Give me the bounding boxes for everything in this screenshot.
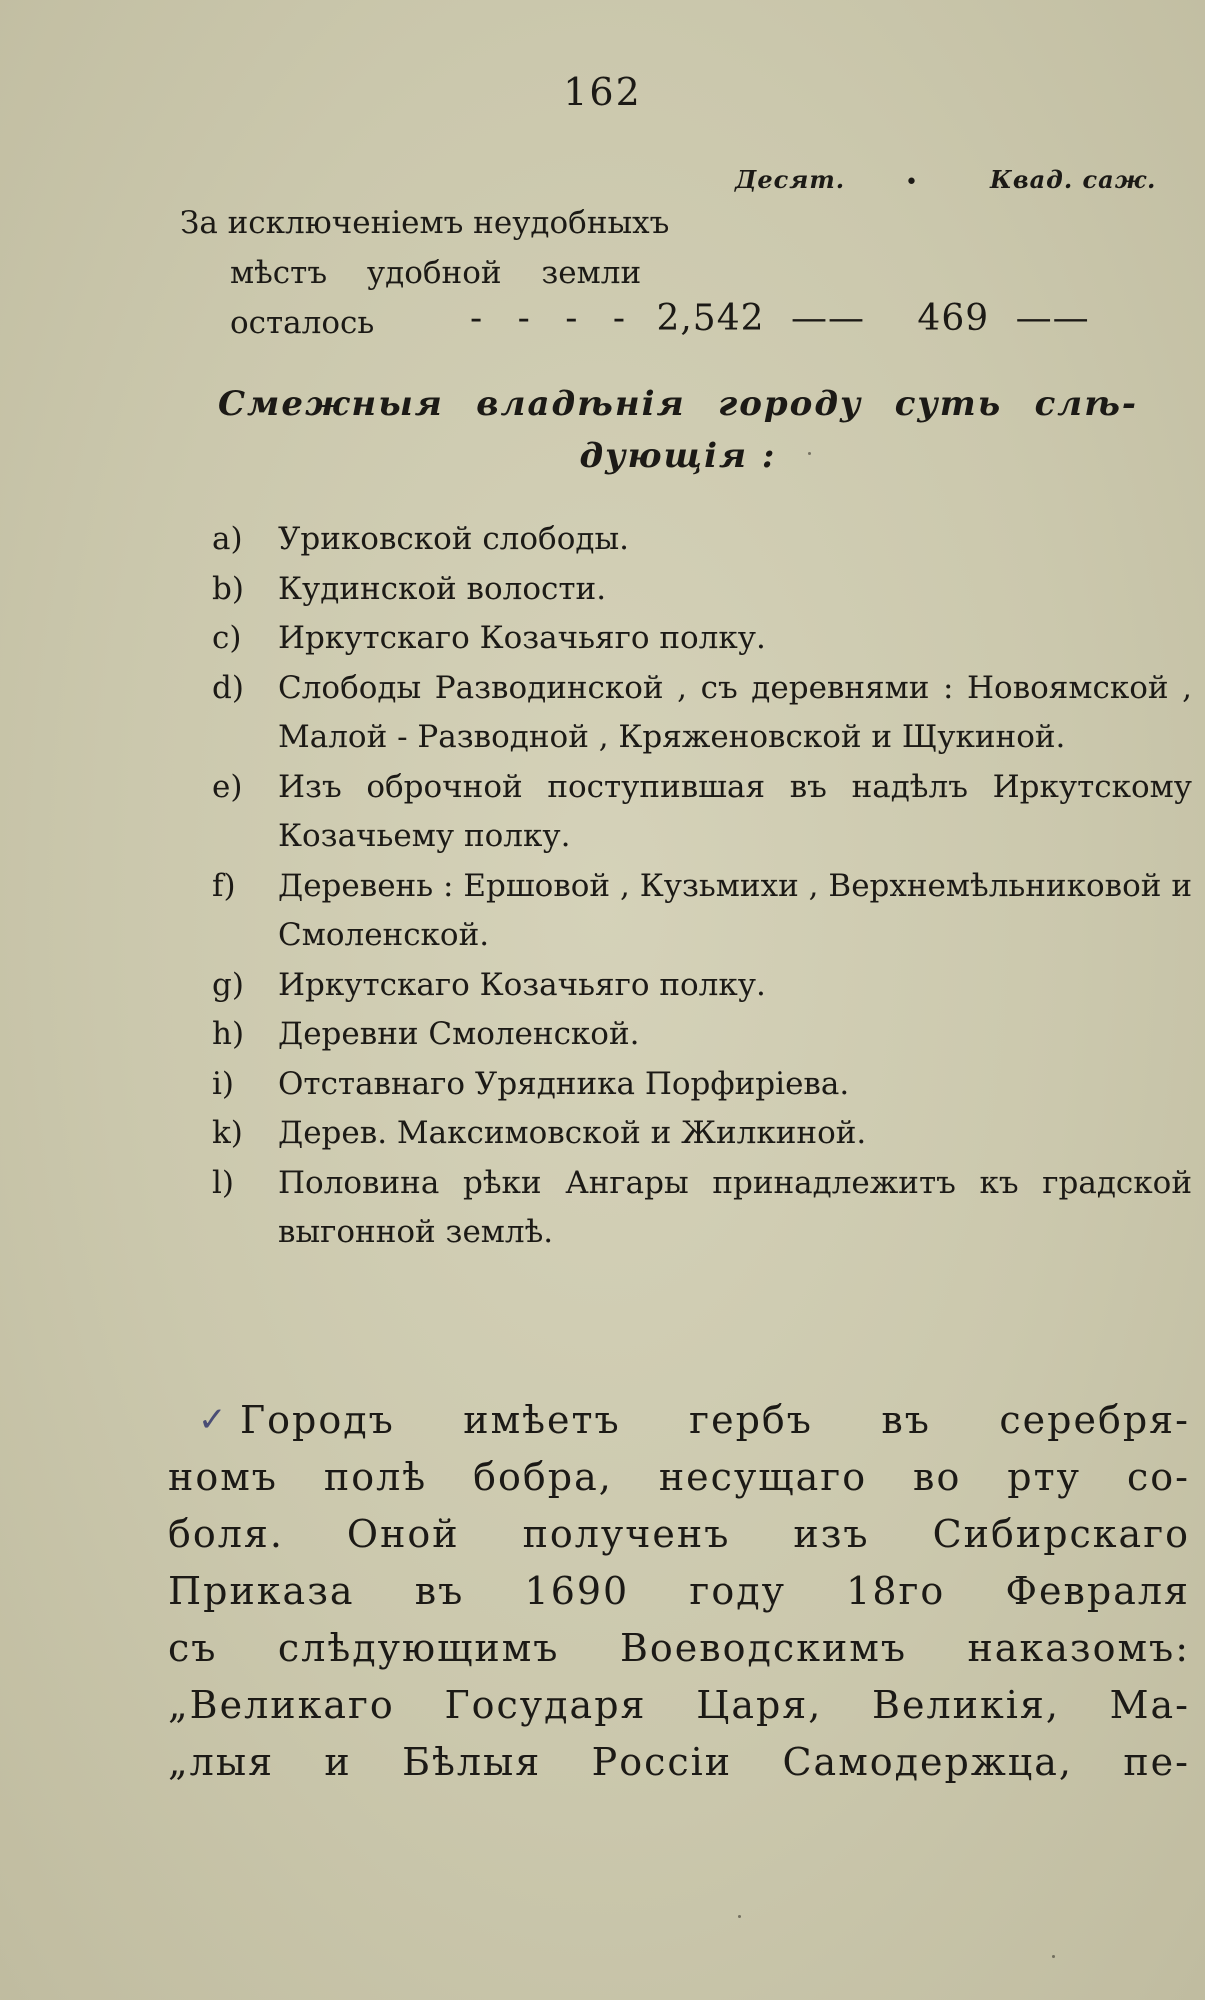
column-header-desyatiny: Десят. [735, 165, 846, 194]
list-item-text: Уриковской слободы. [278, 521, 629, 557]
adjacent-holdings-list [212, 515, 1192, 1258]
list-marker: i) [212, 1065, 235, 1102]
list-item [212, 763, 1192, 862]
page-number: 162 [563, 70, 642, 114]
list-item [212, 614, 1192, 664]
column-header-kvad-sazheni: Квад. саж. [990, 165, 1157, 194]
list-item-text: Иркутскаго Козачьяго полку. [278, 620, 766, 656]
list-item [212, 1010, 1192, 1060]
list-item-text: Отставнаго Урядника Порфиріева. [278, 1065, 850, 1102]
list-marker: l) [212, 1164, 235, 1201]
paper-speck [738, 1915, 741, 1918]
paragraph-line: боля. Оной полученъ изъ Сибирскаго [168, 1512, 1190, 1556]
section-heading [218, 378, 1138, 482]
list-item [212, 664, 1192, 763]
list-item-text: Иркутскаго Козачьяго полку. [278, 966, 766, 1003]
paper-speck [1052, 1955, 1055, 1958]
section-heading-line-2: дующія : [579, 436, 777, 476]
list-item [212, 1109, 1192, 1159]
column-separator-dot: • [905, 170, 918, 195]
list-item-text: Половина рѣки Ангары принадлежитъ къ градской выгонной землѣ. [278, 1164, 1192, 1250]
list-item [212, 1159, 1192, 1258]
list-item [212, 515, 1192, 565]
dash-separator: —— [790, 298, 865, 339]
exclusion-line-1: За исключеніемъ неудобныхъ [180, 205, 670, 241]
list-item-text: Изъ оброчной поступившая въ надѣлъ Иркутскому Козачьему полку. [278, 768, 1192, 854]
section-heading-line-1: Смежныя владѣнія городу суть слѣ- [218, 384, 1138, 424]
kvad-value: 469 [917, 298, 990, 339]
exclusion-line-2: мѣстъ удобной земли [230, 255, 642, 291]
leader-dashes: - - - - [470, 298, 626, 339]
paragraph-line: съ слѣдующимъ Воеводскимъ наказомъ: [168, 1626, 1190, 1670]
pencil-check-mark-icon: ✓ [198, 1400, 227, 1440]
list-marker: f) [212, 867, 236, 904]
list-item-text: Дерев. Максимовской и Жилкиной. [278, 1115, 867, 1151]
paragraph-line: Городъ имѣетъ гербъ въ серебря- [240, 1398, 1190, 1442]
coat-of-arms-paragraph [168, 1392, 1190, 1791]
list-marker: k) [212, 1115, 243, 1151]
list-item-text: Деревни Смоленской. [278, 1016, 640, 1052]
list-marker: c) [212, 620, 242, 656]
paragraph-line: „лыя и Бѣлыя Россіи Самодержца, пе- [168, 1740, 1190, 1784]
list-marker: g) [212, 966, 244, 1003]
paragraph-line: номъ полѣ бобра, несущаго во рту со- [168, 1455, 1190, 1499]
list-item [212, 1060, 1192, 1110]
list-marker: a) [212, 521, 243, 557]
list-item-text: Кудинской волости. [278, 570, 607, 607]
list-item [212, 565, 1192, 615]
dash-end: —— [1015, 298, 1090, 339]
exclusion-line-3: осталось [230, 305, 375, 341]
list-item [212, 961, 1192, 1011]
list-marker: e) [212, 768, 243, 805]
list-item-text: Деревень : Ершовой , Кузьмихи , Верхнемѣльниковой и Смоленской. [278, 867, 1192, 953]
paper-speck [808, 452, 811, 455]
list-item [212, 862, 1192, 961]
list-marker: b) [212, 570, 244, 607]
paragraph-line: Приказа въ 1690 году 18го Февраля [168, 1569, 1190, 1613]
exclusion-values [470, 298, 1090, 339]
paragraph-line: „Великаго Государя Царя, Великія, Ма- [168, 1683, 1190, 1727]
list-marker: h) [212, 1016, 245, 1052]
list-item-text: Слободы Разводинской , съ деревнями : Новоямской , Малой - Разводной , Кряженовской и Щукиной. [278, 669, 1192, 755]
list-marker: d) [212, 669, 244, 706]
desyatiny-value: 2,542 [656, 298, 765, 339]
